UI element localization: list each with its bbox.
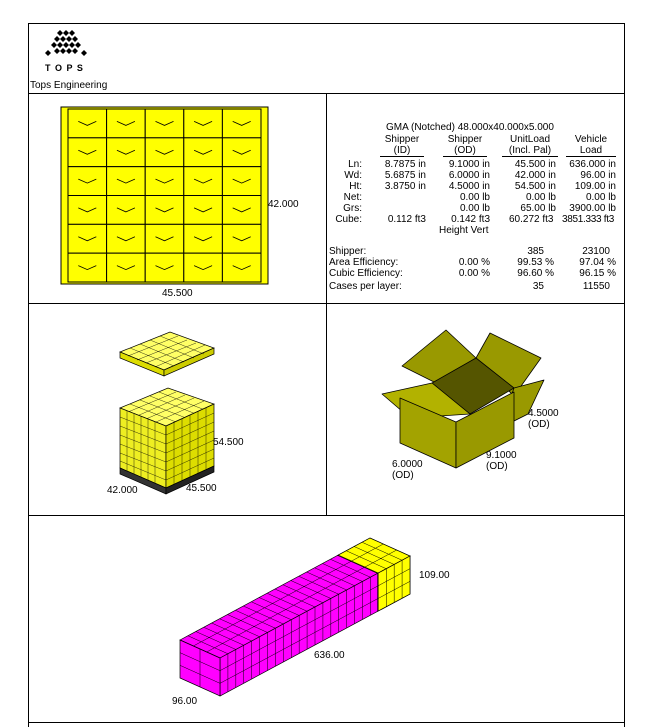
col-sub-unitload: (Incl. Pal) — [502, 145, 558, 157]
row-divider-2 — [28, 515, 625, 516]
pattern-case — [184, 224, 223, 253]
row-label-ht: Ht: — [349, 181, 362, 192]
pattern-case — [107, 224, 146, 253]
value-wd-id: 5.6875 in — [384, 170, 426, 181]
unit-load-depth-label: 42.000 — [107, 485, 138, 496]
pattern-case — [145, 253, 184, 282]
pattern-case — [184, 109, 223, 138]
value-ht-id: 3.8750 in — [384, 181, 426, 192]
pattern-case — [107, 109, 146, 138]
summary-shipper-unitload: 385 — [527, 246, 544, 257]
col-sub-vehicle: Load — [566, 145, 616, 157]
summary-label-cases: Cases per layer: — [329, 281, 402, 292]
row-label-wd: Wd: — [344, 170, 362, 181]
summary-label-cubic: Cubic Efficiency: — [329, 268, 403, 279]
summary-cubic-od: 0.00 % — [458, 268, 490, 279]
unit-load-width-label: 45.500 — [186, 483, 217, 494]
pattern-case — [184, 138, 223, 167]
col-head-shipper-id: Shipper — [384, 134, 420, 145]
value-ht-vehicle: 109.00 in — [574, 181, 616, 192]
pattern-case — [68, 138, 107, 167]
pattern-case — [222, 196, 261, 225]
box-length-unit: (OD) — [486, 461, 508, 472]
vehicle-load-diagram — [170, 528, 420, 708]
spec-title: GMA (Notched) 48.000x40.000x5.000 — [386, 122, 554, 133]
value-ln-od: 9.1000 in — [448, 159, 490, 170]
box-height-label: 4.5000 — [528, 408, 559, 419]
pattern-case — [107, 138, 146, 167]
pattern-width-label: 45.500 — [162, 288, 193, 299]
pattern-case — [222, 109, 261, 138]
company-name: Tops Engineering — [30, 80, 108, 91]
value-cube-unitload: 60.272 ft3 — [509, 214, 554, 225]
value-ln-id: 8.7875 in — [384, 159, 426, 170]
pallet-pattern-diagram — [57, 103, 272, 288]
box-length-label: 9.1000 — [486, 450, 517, 461]
value-wd-od: 6.0000 in — [448, 170, 490, 181]
summary-area-unitload: 99.53 % — [517, 257, 554, 268]
pattern-case — [222, 253, 261, 282]
col-head-vehicle: Vehicle — [574, 134, 608, 145]
summary-cubic-vehicle: 96.15 % — [579, 268, 616, 279]
value-net-unitload: 0.00 lb — [525, 192, 556, 203]
pattern-case — [145, 167, 184, 196]
summary-cases-vehicle: 11550 — [582, 281, 610, 292]
box-height-unit: (OD) — [528, 419, 550, 430]
pattern-case — [68, 109, 107, 138]
pattern-case — [107, 167, 146, 196]
value-ln-unitload: 45.500 in — [514, 159, 556, 170]
value-wd-vehicle: 96.00 in — [580, 170, 616, 181]
pattern-case — [145, 109, 184, 138]
value-grs-unitload: 65.00 lb — [520, 203, 556, 214]
pattern-case — [222, 224, 261, 253]
value-ln-vehicle: 636.000 in — [569, 159, 616, 170]
pattern-case — [222, 167, 261, 196]
value-grs-od: 0.00 lb — [459, 203, 490, 214]
col-sub-shipper-od: (OD) — [443, 145, 487, 157]
value-cube-vehicle: 3851.333 ft3 — [562, 214, 615, 225]
summary-area-vehicle: 97.04 % — [579, 257, 616, 268]
value-grs-vehicle: 3900.00 lb — [569, 203, 616, 214]
summary-shipper-vehicle: 23100 — [582, 246, 610, 257]
summary-cubic-unitload: 96.60 % — [517, 268, 554, 279]
vehicle-height-label: 109.00 — [419, 570, 450, 581]
summary-cases-unitload: 35 — [532, 281, 544, 292]
pattern-case — [145, 138, 184, 167]
height-vert-note: Height Vert — [439, 225, 489, 236]
value-cube-od: 0.142 ft3 — [451, 214, 490, 225]
summary-label-area: Area Efficiency: — [329, 257, 399, 268]
box-width-unit: (OD) — [392, 470, 414, 481]
shipper-box-diagram — [376, 328, 546, 473]
pattern-case — [184, 167, 223, 196]
pattern-case — [222, 138, 261, 167]
tops-logo-icon — [44, 28, 94, 64]
pattern-case — [107, 253, 146, 282]
pattern-case — [184, 253, 223, 282]
unit-load-diagram — [110, 318, 220, 498]
value-ht-unitload: 54.500 in — [514, 181, 556, 192]
row-label-ln: Ln: — [348, 159, 362, 170]
value-net-vehicle: 0.00 lb — [585, 192, 616, 203]
pattern-case — [68, 253, 107, 282]
box-width-label: 6.0000 — [392, 459, 423, 470]
pattern-case — [145, 196, 184, 225]
pattern-length-label: 42.000 — [268, 199, 299, 210]
value-cube-id: 0.112 ft3 — [387, 214, 426, 225]
col-head-shipper-od: Shipper — [447, 134, 483, 145]
logo-text: T O P S — [45, 63, 84, 73]
pattern-case — [68, 224, 107, 253]
value-net-od: 0.00 lb — [459, 192, 490, 203]
pattern-case — [184, 196, 223, 225]
col-sub-shipper-id: (ID) — [380, 145, 424, 157]
pattern-case — [68, 196, 107, 225]
row-label-grs: Grs: — [343, 203, 362, 214]
summary-area-od: 0.00 % — [458, 257, 490, 268]
vehicle-width-label: 96.00 — [172, 696, 198, 707]
pattern-case — [68, 167, 107, 196]
vehicle-length-label: 636.00 — [314, 650, 345, 661]
pattern-case — [107, 196, 146, 225]
pattern-case — [145, 224, 184, 253]
summary-label-shipper: Shipper: — [329, 246, 367, 257]
row-divider-3 — [28, 722, 625, 723]
value-ht-od: 4.5000 in — [448, 181, 490, 192]
unit-load-height-label: 54.500 — [213, 437, 244, 448]
row-label-cube: Cube: — [335, 214, 362, 225]
column-divider — [326, 93, 327, 515]
value-wd-unitload: 42.000 in — [514, 170, 556, 181]
row-label-net: Net: — [343, 192, 362, 203]
col-head-unitload: UnitLoad — [509, 134, 551, 145]
